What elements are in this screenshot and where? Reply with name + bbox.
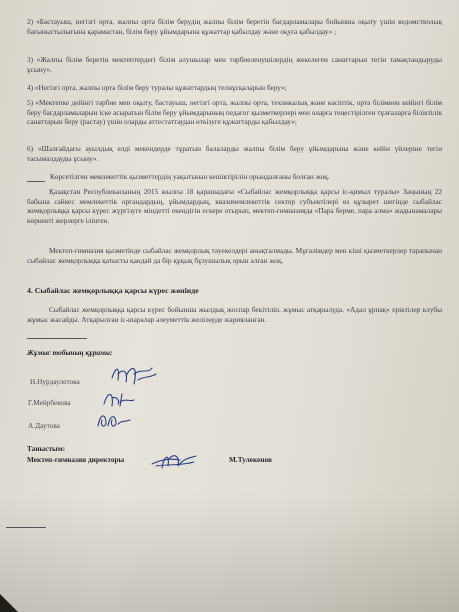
underline-mark: [27, 181, 45, 182]
paragraph-item-4: 4) «Негізгі орта, жалпы орта білім беру туралы құжаттардың телнұсқаларын беру»;: [27, 83, 287, 92]
page-shadow: [0, 492, 459, 612]
acknowledged-title: Таныстым:: [27, 444, 66, 453]
separator-line: [27, 338, 87, 339]
paragraph-item-2: 2) «Бастауыш, негізгі орта, жалпы орта білім берудің жалпы білім беретін бағдарламалары бойынша оқыту үшін ведомстволық бағыныстылығына қарамастан, білім беру ұйымдарына құжаттар қабылдау және оқуға қабылдау» ;: [27, 17, 442, 36]
paragraph-item-6: 6) «Шалғайдағы ауылдық елді мекендерде тұратын балаларды жалпы білім беру ұйымдарына және кейін үйлеріне тегін тасымалдауды ұсыну».: [27, 144, 442, 163]
member-name-3: А.Даутова: [28, 421, 60, 430]
page-corner: [0, 594, 18, 612]
member-name-1: Н.Нурдаулетова: [30, 377, 80, 386]
paragraph-anticorruption-plan: Сыбайлас жемқорлыққа қарсы күрес бойынша жылдық жоспар бекітіліп, жұмыс атқарылуда. «Адал ұрпақ» еріктілер клубы жұмыс жасайды. Атқарылған іс-шаралар әлеуметтік желілерде жарияланған.: [27, 305, 442, 324]
paragraph-no-risks: Мектеп-гимназия қызметінде сыбайлас жемқорлық тәуекелдері анықталмады. Мұғалімдер мен кіші қызметкерлер тарапынан сыбайлас жемқорлыққа қатысты қандай да бір құқық бұзушылық орын алған жоқ.: [27, 246, 442, 265]
signature-3-icon: [94, 410, 134, 430]
paragraph-item-3: 3) «Жалпы білім беретін мектептердегі білім алушылар мен тәрбиеленушілердің жекелеген санаттарын тегін тамақтандыруды ұсыну».: [27, 55, 442, 74]
director-signature-icon: [150, 448, 200, 472]
signature-2-icon: [100, 388, 140, 410]
paragraph-services-timely: Көрсетілген мемлекеттік қызметтердің уақытынан кешіктірілін орындалғаны болған жоқ.: [50, 172, 330, 181]
bottom-separator-line: [6, 527, 46, 528]
member-name-2: Г.Мейрбекова: [28, 398, 71, 407]
paragraph-item-5: 5) «Мектепке дейінгі тәрбие мен оқыту, бастауыш, негізгі орта, жалпы орта, техникалық және кәсіптік, орта білімнен кейінгі білім беру бағдарламаларын іске асыратын білім беру ұйымдарының педагог қызметкерлері мен оларға теңестірілген тұлғаларға біліктілік санаттарын беру (растау) үшін оларды аттестаттаудан өткізуге құжаттарды қабылдау»;: [27, 98, 442, 127]
director-label: Мектеп-гимназия директоры: [27, 455, 125, 464]
signature-1-icon: [108, 362, 160, 388]
director-name: М.Тулекенов: [229, 455, 272, 464]
paragraph-law-reference: Қазақстан Республикасының 2015 жылғы 18 қарашадағы «Сыбайлас жемқорлыққа қарсы іс-қимыл туралы» Заңының 22 бабына сәйкес мемлекеттік органдардың, ұйымдардың, квазимемлекеттік сектор субъектілері өз құзырет шегінде сыбайлас жемқорлыққа қарсы күрес жүргізуге міндетті екендігін ескере отырып, мектеп-гимназияда «Пара берме, пара алма» жадынамалары көрнекті жерлерге ілінген.: [27, 187, 442, 225]
section-heading-4: 4. Сыбайлас жемқорлыққа қарсы күрес жөнінде: [27, 286, 199, 295]
working-group-title: Жұмыс тобының құрамы:: [27, 348, 113, 357]
